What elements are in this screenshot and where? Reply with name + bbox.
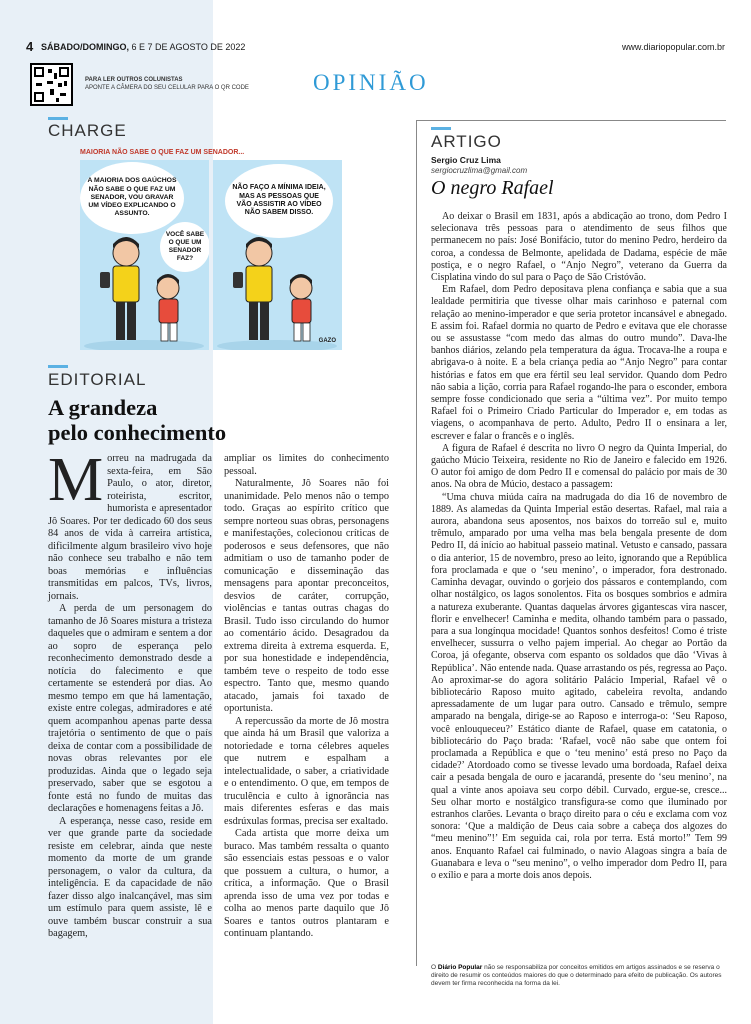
artigo-title: O negro Rafael [431, 177, 554, 199]
editorial-paragraph: A perda de um personagem do tamanho de Jô Soares mistura a tristeza daqueles que o admiram e sentem a dor ao sopro de esperança pelo reconhecimento demonstrado desde a notícia do falecimento e que certamente se estenderá por dias. Ao mesmo tempo em que há lamentação, existe entre colegas, admiradores e até quem acompanhou apenas parte dessa trajetória o sentimento de que o país deixa de contar com a possibilidade de novas obras relevantes por ele produzidas. Ainda que o legado seja preservado, saber que se esgotou a fonte está no fundo de muitas das declarações e homenagens feitas a Jô. [48, 603, 212, 814]
site-url[interactable]: www.diariopopular.com.br [621, 42, 725, 52]
cartoon-panel-1 [80, 160, 209, 350]
artigo-paragraph: A figura de Rafael é descrita no livro O negro da Quinta Imperial, do gaúcho Múcio Teixeira, residente no Rio de Janeiro e falecido em 1926. O autor foi amigo de dom Pedro II e comensal do palácio por mais de 30 anos. Na obra de Múcio, destaco a passagem: [431, 442, 727, 491]
editorial-column-1 [48, 446, 212, 941]
qr-line-2: APONTE A CÂMERA DO SEU CELULAR PARA O QR CODE [85, 85, 249, 91]
qr-instructions [85, 76, 249, 92]
cartoon-figures-1 [80, 160, 209, 350]
charge-label: CHARGE [48, 121, 127, 140]
editorial-label: EDITORIAL [48, 370, 147, 389]
disclaimer [431, 964, 727, 988]
disclaimer-text: não se responsabiliza por conceitos emitidos em artigos assinados e se reserva o direito de resumir os conteúdos maiores do que o determinado para efeito de publicação. Os autores devem ter firma reconhecida na forma da lei. [431, 964, 722, 987]
editorial-paragraph [48, 446, 212, 603]
qr-code[interactable] [30, 63, 73, 106]
editorial-column-2 [224, 453, 389, 941]
dateline [41, 42, 245, 52]
bubble-2-text: VOCÊ SABE O QUE UM SENADOR FAZ? [165, 231, 205, 262]
cartoon-figures-2 [213, 160, 342, 350]
editorial-paragraph: Cada artista que morre deixa um buraco. Mas também ressalta o quanto são essenciais estas pessoas e o valor que possuem a cultura, o humor, a crítica, a informação. Que o Brasil aprenda isso de uma vez por todas e colha ao menos parte daquilo que Jô Soares e tantos outros plantaram e continuam plantando. [224, 828, 389, 939]
bubble-3-text: NÃO FAÇO A MÍNIMA IDEIA, MAS AS PESSOAS QUE VÃO ASSISTIR AO VÍDEO NÃO SABEM DISSO. [232, 184, 326, 217]
editorial-paragraph: A repercussão da morte de Jô mostra que ainda há um Brasil que valoriza a notoriedade e torna célebres aqueles que nutrem e espalham a intelectualidade, o saber, a criatividade e o entendimento. O que, em tempos de truculência e culto à ignorância nas mais diferentes esferas e das mais esdrúxulas formas, precisa ser exaltado. [224, 715, 389, 827]
editorial-accent-bar [48, 365, 68, 368]
cartoon-panel-2 [213, 160, 342, 350]
artigo-paragraph: Ao deixar o Brasil em 1831, após a abdicação ao trono, dom Pedro I selecionava três pessoas para o atendimento de seus filhos que permanecem no país: José Bonifácio, tutor do menino Pedro, herdeiro da coroa, a condessa de Belmonte, apelidada de Dadama, espécie de mãe postiça, e o negro Rafael, o “Anjo Negro”, veterano da Guerra da Cisplatina vindo do sul para o Paço de São Cristóvão. [431, 211, 727, 284]
artigo-email[interactable]: sergiocruzlima@gmail.com [431, 166, 528, 175]
artigo-body [431, 211, 727, 882]
disclaimer-prefix: O [431, 964, 437, 971]
editorial-paragraph: A esperança, nesse caso, reside em ver que grande parte da sociedade resiste em celebrar, ainda que neste momento da morte de um grande personagem, o valor da cultura, da inteligência. E da capacidade de não fazer disso algo inalcançável, mas sim um estímulo para quem assiste, lê e ouve também buscar construir a sua bagagem, [48, 815, 212, 939]
disclaimer-brand: Diário Popular [437, 964, 483, 971]
section-title: OPINIÃO [313, 70, 429, 95]
drop-cap: M [48, 446, 104, 514]
editorial-title-line-2: pelo conhecimento [48, 420, 227, 445]
page-number: 4 [26, 39, 34, 54]
editorial-paragraph: Naturalmente, Jô Soares não foi unanimidade. Pelo menos não o tempo todo. Graças ao espírito crítico que sempre norteou suas obras, personagens e manifestações, colecionou críticas de poderosos e seus defensores, que não admitiam o uso de tamanho poder de comunicação e disseminação das mensagens para apontar preconceitos, desvios de caráter, corrupção, violências e tantas outras chagas do Brasil. Tudo isso circulando do humor ao comentário ácido. Desagradou da extrema direita à extrema esquerda. E, por sua honestidade e independência, também teve o respeito de todo esse espectro. Tanto que, mesmo quando atacado, jamais foi taxado de oportunista. [224, 478, 389, 714]
editorial-title-line-1: A grandeza [48, 395, 158, 420]
cartoonist-signature: GAZO [318, 338, 336, 344]
issue-date: 6 E 7 DE AGOSTO DE 2022 [131, 42, 246, 52]
artigo-label: ARTIGO [431, 132, 502, 151]
qr-line-1: PARA LER OUTROS COLUNISTAS [85, 77, 183, 83]
editorial-paragraph: ampliar os limites do conhecimento pessoal. [224, 453, 389, 477]
editorial-paragraph-text: orreu na madrugada da sexta-feira, em São Paulo, o ator, diretor, roteirista, escritor, humorista e apresentador Jô Soares. Por ter dedicado 60 dos seus 84 anos de vida à carreira artística, dificilmente algum brasileiro vivo hoje não conhece seu trabalho e não tem boas memórias e influências transmitidas em palcos, TVs, livros, jornais. [48, 453, 212, 602]
artigo-accent-bar [431, 127, 451, 130]
editorial-title [48, 395, 226, 445]
day-label: SÁBADO/DOMINGO, [41, 42, 130, 52]
bubble-1-text: A MAIORIA DOS GAÚCHOS NÃO SABE O QUE FAZ UM SENADOR, VOU GRAVAR UM VÍDEO EXPLICANDO O ASSUNTO. [87, 177, 177, 218]
artigo-paragraph: Em Rafael, dom Pedro depositava plena confiança e sabia que a sua lealdade permitiria que tivesse olhar mais carinhoso e paternal com relação ao menino-imperador e que seria protetor incansável e abnegado. E assim foi. Rafael dormia no quarto de Pedro e evitava que ele chorasse ou se assustasse “com medo das almas do outro mundo”. Dava-lhe banhos diários, zelando pela temperatura da água. Trocava-lhe a roupa e abrigava-o à noite. E a bela criança pedia ao “Anjo Negro” para contar histórias e fatos em que era fértil seu leal servidor. Quando dom Pedro não sabia a lição, corria para Rafael rogando-lhe para o esconder, embora sempre fosse condicionado que seria a “última vez”. Por muito tempo Rafael foi o Primeiro Criado Particular do Imperador e, em todas as viagens, o acompanhava de perto. Adulto, Pedro II o ensinara a ler, escrever e falar o francês e o inglês. [431, 284, 727, 442]
artigo-paragraph: “Uma chuva miúda caíra na madrugada do dia 16 de novembro de 1889. As alamedas da Quinta Imperial estão desertas. Rafael, mal raia a aurora, abandona seus aposentos, nos baixos do torreão sul e, muito trêmulo, amparado por uma velha mas bela bengala presente de dom Pedro II, dá início ao habitual passeio matinal. Vetusto e cansado, passara o dia anterior, 15 de novembro, preso ao leito, ignorando que a República fora proclamada e que o ‘seu menino’, o imperador, fora destronado. Caminha devagar, ouvindo o gorjeio dos pássaros e contemplando, com olhar nostálgico, os lagos sonolentos. Fita os bosques sombrios e admira a natureza exuberante. Quantas daquelas árvores gigantescas vira nascer, florir e envelhecer! Caminha e medita, olhando também para o passado, para a sua longínqua mocidade! Quantos sonhos desfeitos! Como é triste envelhecer, sussurra o velho pajem imperial. Ao chegar ao Portão da Coroa, já ofegante, observa com espanto os soldados que dão ‘Vivas à República’. Não entende nada. Quase arrastando os pés, regressa ao Paço. Ao aproximar-se do agora solitário Palácio Imperial, Rafael vê o bibliotecário Raposo muito agitado, cabeleira revolta, andando apressadamente de um lugar para outro. Cansado e trêmulo, sempre amparado na bengala, dirige-se ao Raposo e interroga-o: ‘Seu Raposo, você enlouqueceu?’ Estático diante de Rafael, quase em catatonia, o bibliotecário do Paço brada: ‘Rafael, você não sabe que ontem foi proclamada a República e que o ‘teu menino’ está preso no Paço da cidade?’ Atordoado como se tivesse levado uma bordoada, Rafael deixa cair a pesada bengala de ouro e jacarandá, presente do ‘seu menino’, na qual a vinte anos apoiava seu corpo débil. Curvado, ergue-se, cresce... Seu olhar morto e nostálgico transfigura-se como que iluminado por estranhos clarões. Levanta o braço direito para o céu e exclama com voz sonora: ‘Que a maldição de Deus caia sobre a cabeça dos algozes do “meu menino”!’ Em seguida cai, rola por terra. Está morto!” Tem 99 anos. Enquanto Rafael cai fulminado, o navio Alagoas singra a baía de Guanabara e leva o “seu menino”, o velho imperador dom Pedro II, para o exílio e para a morte dois anos depois. [431, 491, 727, 881]
charge-caption: MAIORIA NÃO SABE O QUE FAZ UM SENADOR... [80, 149, 245, 156]
charge-accent-bar [48, 117, 68, 120]
artigo-author: Sergio Cruz Lima [431, 155, 501, 165]
